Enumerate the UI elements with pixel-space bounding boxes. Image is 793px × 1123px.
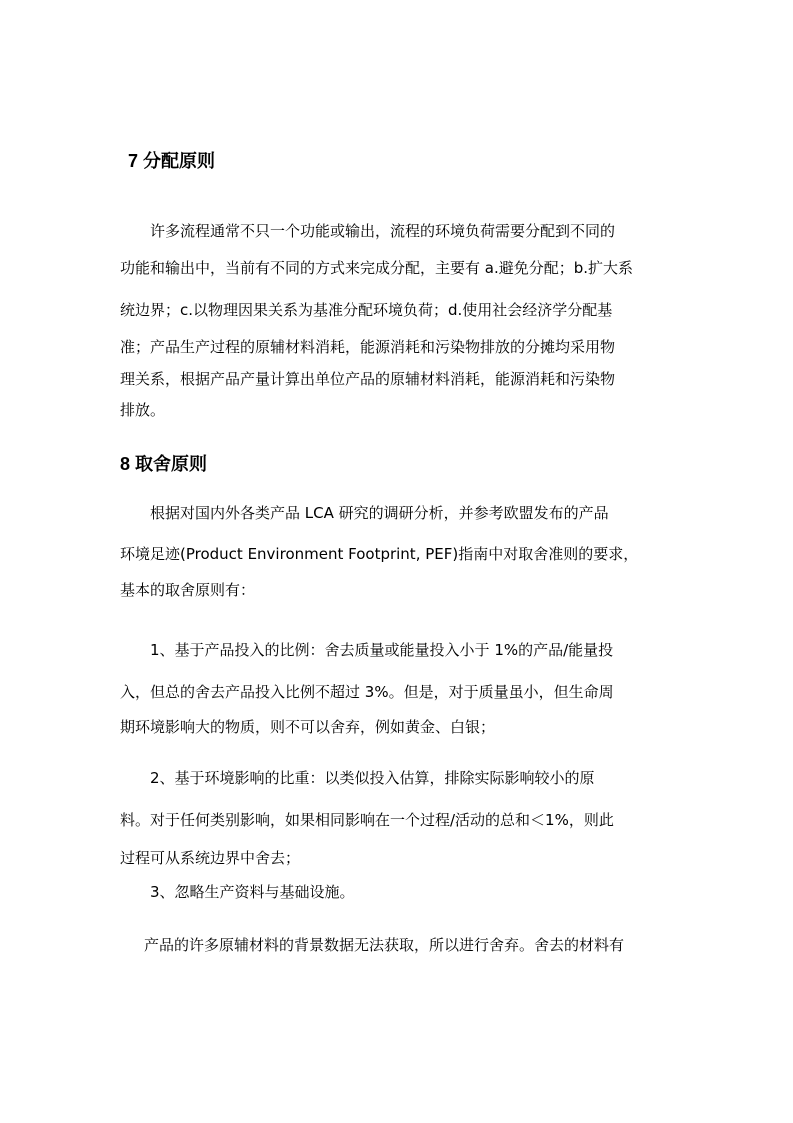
- section-8-item-2-line-3: 过程可从系统边界中舍去；: [120, 849, 301, 867]
- section-8-intro-line-3: 基本的取舍原则有：: [120, 581, 256, 599]
- section-8-intro-line-1: 根据对国内外各类产品 LCA 研究的调研分析，并参考欧盟发布的产品: [150, 504, 609, 522]
- section-8-item-2-line-1: 2、基于环境影响的比重：以类似投入估算，排除实际影响较小的原: [150, 769, 595, 787]
- section-8-closing-line-1: 产品的许多原辅材料的背景数据无法获取，所以进行舍弃。舍去的材料有: [144, 936, 625, 954]
- section-7-line-1: 许多流程通常不只一个功能或输出，流程的环境负荷需要分配到不同的: [150, 222, 616, 240]
- section-8-item-2-line-2: 料。对于任何类别影响，如果相同影响在一个过程/活动的总和＜1%，则此: [120, 811, 614, 829]
- section-7-line-4: 准；产品生产过程的原辅材料消耗，能源消耗和污染物排放的分摊均采用物: [120, 338, 616, 356]
- section-8-item-1-line-3: 期环境影响大的物质，则不可以舍弃，例如黄金、白银；: [120, 718, 496, 736]
- section-7-line-2: 功能和输出中，当前有不同的方式来完成分配，主要有 a.避免分配；b.扩大系: [120, 259, 634, 277]
- section-7-line-5: 理关系，根据产品产量计算出单位产品的原辅材料消耗，能源消耗和污染物: [120, 370, 616, 388]
- section-8-item-3-line-1: 3、忽略生产资料与基础设施。: [150, 883, 355, 901]
- section-7-line-3: 统边界；c.以物理因果关系为基准分配环境负荷；d.使用社会经济学分配基: [120, 301, 613, 319]
- section-7-line-6: 排放。: [120, 401, 166, 419]
- section-7-heading: 7 分配原则: [128, 151, 216, 171]
- section-8-heading: 8 取舍原则: [120, 454, 208, 474]
- section-8-intro-line-2: 环境足迹(Product Environment Footprint, PEF)指南中对取舍准则的要求，: [120, 545, 639, 563]
- section-8-item-1-line-1: 1、基于产品投入的比例：舍去质量或能量投入小于 1%的产品/能量投: [150, 641, 614, 659]
- section-8-item-1-line-2: 入，但总的舍去产品投入比例不超过 3%。但是，对于质量虽小，但生命周: [120, 683, 614, 701]
